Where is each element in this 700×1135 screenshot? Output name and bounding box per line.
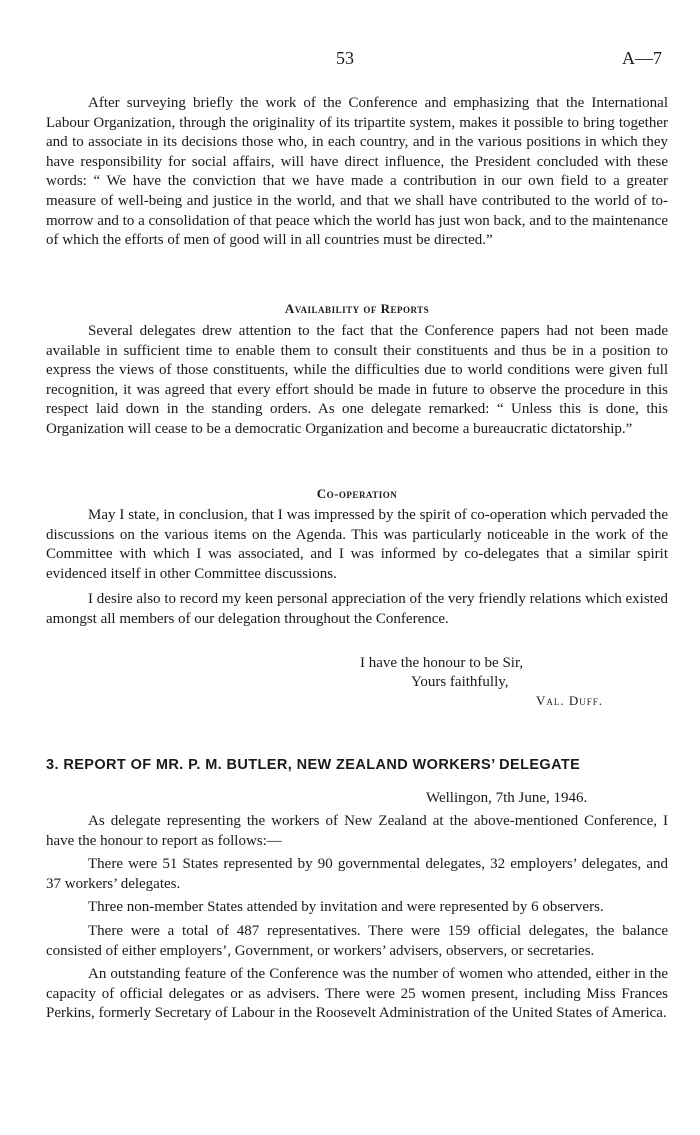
section-code: A—7 xyxy=(622,48,662,68)
signature-line-honour: I have the honour to be Sir, xyxy=(360,655,524,671)
paragraph-cooperation: May I state, in conclusion, that I was impressed by the spirit of co-operation which pervaded the discussions on the various items on the Agenda. This was particularly noticeable in the work of the Committee with which I was associated, and I was informed by co-delegates that a similar spirit evidenced itself in other Committee discussions. xyxy=(46,507,668,582)
paragraph-availability: Several delegates drew attention to the fact that the Conference papers had not been made available in sufficient time to enable them to consult their constituents and thus be in a position to express the views of those constituents, while the difficulties due to world conditions were given full recognition, it was agreed that every effort should be made in future to observe the procedure in this respect laid down in the standing orders. As one delegate remarked: “ Unless this is done, this Organization will cease to be a democratic Organization and become a bureaucratic dictatorship.” xyxy=(46,323,668,437)
paragraph-women: An outstanding feature of the Conference was the number of women who attended, either in the capacity of official delegates or as advisers. There were 25 women present, including Miss Frances Perkins, formerly Secretary of Labour in the Roosevelt Administration of the United States of America. xyxy=(46,966,668,1022)
butler-report-body xyxy=(46,812,668,1024)
cooperation-body xyxy=(46,506,668,630)
cooperation-section xyxy=(46,486,668,502)
heading-availability: Availability of Reports xyxy=(284,301,430,316)
availability-body xyxy=(46,322,668,440)
paragraph-total: There were a total of 487 representatives. There were 159 official delegates, the balance consisted of either employers’, Government, or workers’ advisers, observers, or secretaries. xyxy=(46,922,668,959)
signature-line-faithfully: Yours faithfully, xyxy=(411,674,509,690)
paragraph-appreciation: I desire also to record my keen personal appreciation of the very friendly relations which existed amongst all members of our delegation throughout the Conference. xyxy=(46,591,668,627)
dateline: Wellingon, 7th June, 1946. xyxy=(426,790,588,806)
signature-name: Val. Duff. xyxy=(536,693,604,708)
paragraph-president-closing: After surveying briefly the work of the Conference and emphasizing that the International Labour Organization, through the originality of its tripartite system, makes it possible to bring together and to associate in its decisions those who, in each country, and in the various positions in which they have responsibility for social affairs, will have direct influence, the President concluded with these words: “ We have the conviction that we have made a contribution in our own field to a greater measure of well-being and justice in the world, and that we shall have contributed to the world of to-morrow and to a consolidation of that peace which the world has just won back, and to the maintenance of which the efforts of men of good will in all countries must be directed.” xyxy=(46,95,668,249)
heading-cooperation: Co-operation xyxy=(316,486,398,501)
page-number: 53 xyxy=(336,48,354,68)
report-title: 3. REPORT OF MR. P. M. BUTLER, NEW ZEALAND WORKERS’ DELEGATE xyxy=(46,757,581,773)
paragraph-intro: As delegate representing the workers of New Zealand at the above-mentioned Conference, I have the honour to report as follows:— xyxy=(46,813,668,849)
availability-section xyxy=(46,301,668,317)
paragraph-nonmember: Three non-member States attended by invitation and were represented by 6 observers. xyxy=(88,899,604,916)
paragraph-states: There were 51 States represented by 90 governmental delegates, 32 employers’ delegates, and 37 workers’ delegates. xyxy=(46,856,668,892)
closing-president-block xyxy=(46,94,668,251)
